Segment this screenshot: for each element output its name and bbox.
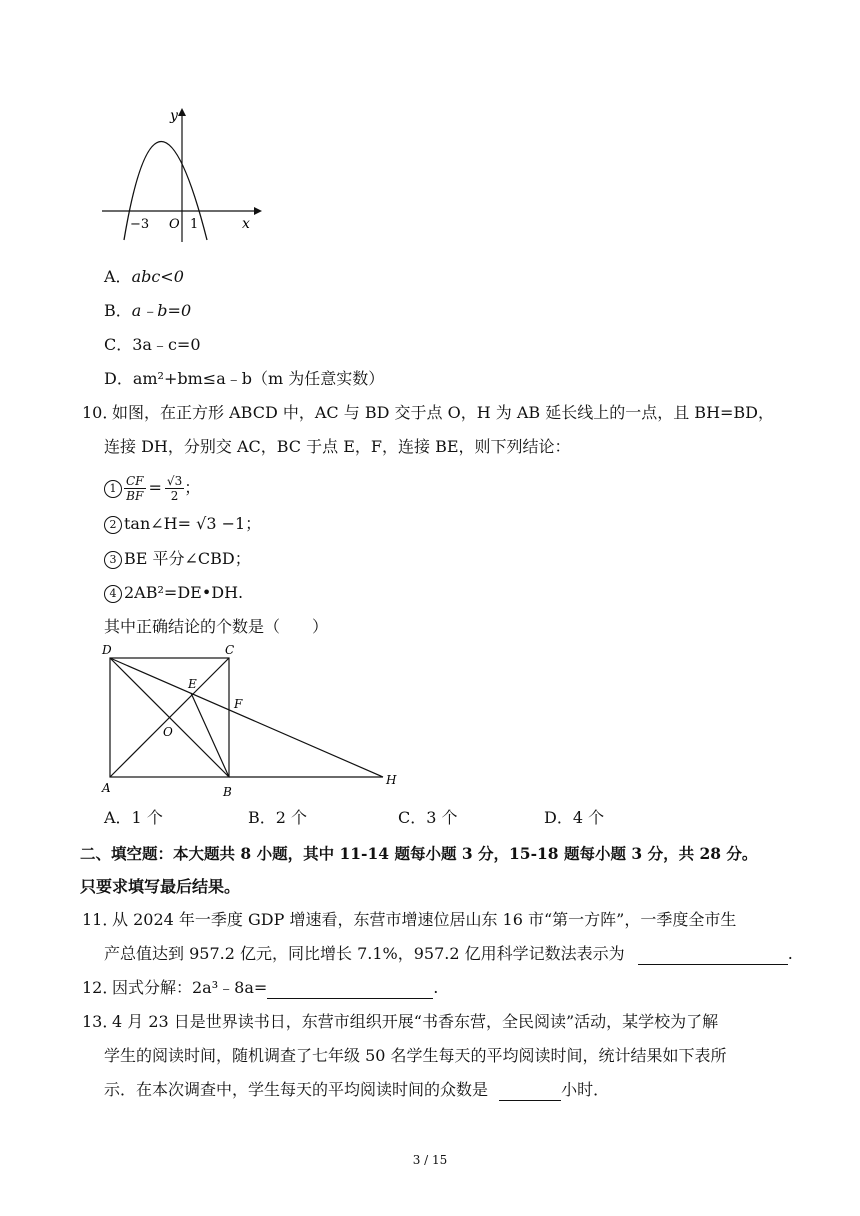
segment-dh bbox=[110, 658, 383, 777]
parabola-graph bbox=[96, 100, 266, 245]
page-number: 3 / 15 bbox=[412, 1153, 448, 1167]
label-b: B bbox=[223, 785, 232, 799]
q10-stem-line2: 连接 DH，分别交 AC，BC 于点 E，F，连接 BE，则下列结论： bbox=[104, 437, 571, 456]
circle-number-1: 1 bbox=[104, 480, 122, 498]
q13-line2: 学生的阅读时间，随机调查了七年级 50 名学生每天的平均阅读时间，统计结果如下表所 bbox=[104, 1046, 727, 1065]
q10-question: 其中正确结论的个数是（ ） bbox=[104, 617, 329, 636]
q9-option-c: C．3a﹣c=0 bbox=[104, 335, 201, 354]
q10-option-c: C．3 个 bbox=[398, 808, 458, 827]
q11-line2: 产总值达到 957.2 亿元，同比增长 7.1%，957.2 亿用科学记数法表示为 . bbox=[104, 944, 793, 963]
q9-option-b: B．a﹣b=0 bbox=[104, 301, 192, 320]
tick-1: 1 bbox=[190, 217, 199, 232]
label-c: C bbox=[225, 643, 235, 657]
q10-conclusion-3: 3 BE 平分∠CBD； bbox=[104, 548, 251, 570]
q12-number: 12． bbox=[82, 978, 119, 997]
label-o: O bbox=[163, 725, 173, 739]
x-axis-arrow bbox=[254, 207, 262, 215]
fraction-cf-bf: $\frac{CF}{BF}$ bbox=[126, 474, 144, 503]
q11-line1: 从 2024 年一季度 GDP 增速看，东营市增速位居山东 16 市“第一方阵”，一季度全市生 bbox=[112, 910, 737, 929]
q10-stem-line1: 如图，在正方形 ABCD 中，AC 与 BD 交于点 O，H 为 AB 延长线上的一点，且 BH=BD， bbox=[112, 403, 775, 422]
q10-conclusion-4: 4 2AB²=DE•DH. bbox=[104, 582, 243, 604]
q9-option-a: A．abc<0 bbox=[104, 267, 184, 286]
label-a: A bbox=[102, 781, 111, 795]
section2-subtitle: 只要求填写最后结果。 bbox=[80, 877, 241, 896]
q11-number: 11． bbox=[82, 910, 119, 929]
fraction-sqrt3-2: $\frac{√3}{2}$ bbox=[166, 474, 183, 503]
tick-neg3: −3 bbox=[130, 217, 150, 232]
y-axis-arrow bbox=[178, 108, 186, 116]
circle-number-2: 2 bbox=[104, 516, 122, 534]
y-axis-label: y bbox=[170, 108, 178, 124]
q10-conclusion-2: 2 tan∠H= √3 −1； bbox=[104, 513, 261, 535]
q13-line3: 示．在本次调查中，学生每天的平均阅读时间的众数是 小时． bbox=[104, 1080, 610, 1099]
circle-number-3: 3 bbox=[104, 551, 122, 569]
origin-label: O bbox=[169, 217, 180, 232]
label-e: E bbox=[188, 677, 197, 691]
label-f: F bbox=[234, 697, 243, 711]
q13-number: 13． bbox=[82, 1012, 119, 1031]
q10-option-d: D．4 个 bbox=[544, 808, 605, 827]
section2-title: 二、填空题：本大题共 8 小题，其中 11-14 题每小题 3 分，15-18 题每小题 3 分，共 28 分。 bbox=[80, 844, 758, 863]
x-axis-label: x bbox=[242, 216, 250, 232]
circle-number-4: 4 bbox=[104, 585, 122, 603]
q9-option-d: D．am²+bm≤a﹣b（m 为任意实数） bbox=[104, 369, 385, 388]
segment-be bbox=[191, 693, 229, 777]
square-geometry-figure bbox=[96, 640, 406, 800]
q13-answer-blank[interactable] bbox=[499, 1082, 561, 1101]
q10-option-a: A．1 个 bbox=[104, 808, 163, 827]
label-d: D bbox=[102, 643, 112, 657]
q10-number: 10． bbox=[82, 403, 119, 422]
q11-answer-blank[interactable] bbox=[638, 946, 788, 965]
label-h: H bbox=[386, 773, 397, 787]
q13-line1: 4 月 23 日是世界读书日，东营市组织开展“书香东营，全民阅读”活动，某学校为了解 bbox=[112, 1012, 719, 1031]
q10-option-b: B．2 个 bbox=[248, 808, 308, 827]
q10-conclusion-1: 1 $\frac{CF}{BF}$ = $\frac{√3}{2}$ ； bbox=[104, 470, 200, 506]
q12-line: 因式分解：2a³﹣8a= . bbox=[112, 978, 439, 997]
q12-answer-blank[interactable] bbox=[267, 980, 433, 999]
